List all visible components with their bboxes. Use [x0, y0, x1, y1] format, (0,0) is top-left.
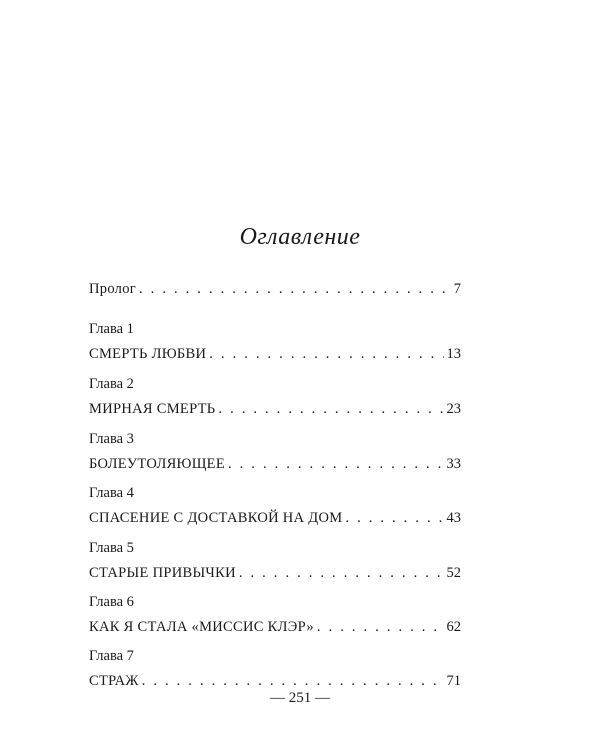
toc-line	[89, 400, 461, 418]
dot-leader	[228, 455, 444, 473]
toc-line	[89, 455, 461, 473]
toc-entry-prologue	[89, 280, 461, 298]
toc-line	[89, 564, 461, 582]
page-number-footer: — 251 —	[270, 690, 330, 706]
toc-entry-chapter-4	[89, 484, 461, 527]
toc-page-number: 43	[446, 510, 461, 526]
toc-entry-chapter-2	[89, 375, 461, 418]
toc-page-number: 13	[446, 346, 461, 362]
toc-entry-chapter-6	[89, 593, 461, 636]
toc-entry-title: СТРАЖ	[89, 673, 139, 689]
toc-line	[89, 618, 461, 636]
toc-entry-title: МИРНАЯ СМЕРТЬ	[89, 401, 216, 417]
chapter-label: Глава 7	[89, 648, 134, 664]
toc-entry-title: Пролог	[89, 281, 137, 297]
toc-entry-title: КАК Я СТАЛА «МИССИС КЛЭР»	[89, 619, 314, 635]
toc-entry-chapter-7	[89, 647, 461, 690]
chapter-label: Глава 1	[89, 321, 134, 337]
toc-page-number: 62	[446, 619, 461, 635]
page-title: Оглавление	[239, 224, 361, 250]
toc-line	[89, 280, 461, 298]
chapter-label: Глава 4	[89, 485, 134, 501]
dot-leader	[142, 672, 444, 690]
dot-leader	[218, 400, 443, 418]
chapter-label: Глава 2	[89, 376, 134, 392]
toc-page-number: 33	[446, 456, 461, 472]
toc-entry-chapter-1	[89, 320, 461, 363]
toc-page-number: 52	[446, 565, 461, 581]
dot-leader	[209, 345, 443, 363]
toc-entry-chapter-5	[89, 539, 461, 582]
toc-line	[89, 672, 461, 690]
toc-page-number: 71	[446, 673, 461, 689]
toc-page-number: 23	[446, 401, 461, 417]
chapter-label: Глава 5	[89, 540, 134, 556]
toc-line	[89, 509, 461, 527]
chapter-label: Глава 3	[89, 431, 134, 447]
chapter-label: Глава 6	[89, 594, 134, 610]
toc-page-number: 7	[453, 281, 461, 297]
dot-leader	[139, 280, 451, 298]
dot-leader	[345, 509, 443, 527]
toc-entry-title: СМЕРТЬ ЛЮБВИ	[89, 346, 207, 362]
toc-entry-title: СПАСЕНИЕ С ДОСТАВКОЙ НА ДОМ	[89, 510, 343, 526]
toc-entry-title: БОЛЕУТОЛЯЮЩЕЕ	[89, 456, 225, 472]
dot-leader	[239, 564, 444, 582]
dot-leader	[317, 618, 444, 636]
toc-entry-chapter-3	[89, 430, 461, 473]
toc-entry-title: СТАРЫЕ ПРИВЫЧКИ	[89, 565, 236, 581]
toc-line	[89, 345, 461, 363]
